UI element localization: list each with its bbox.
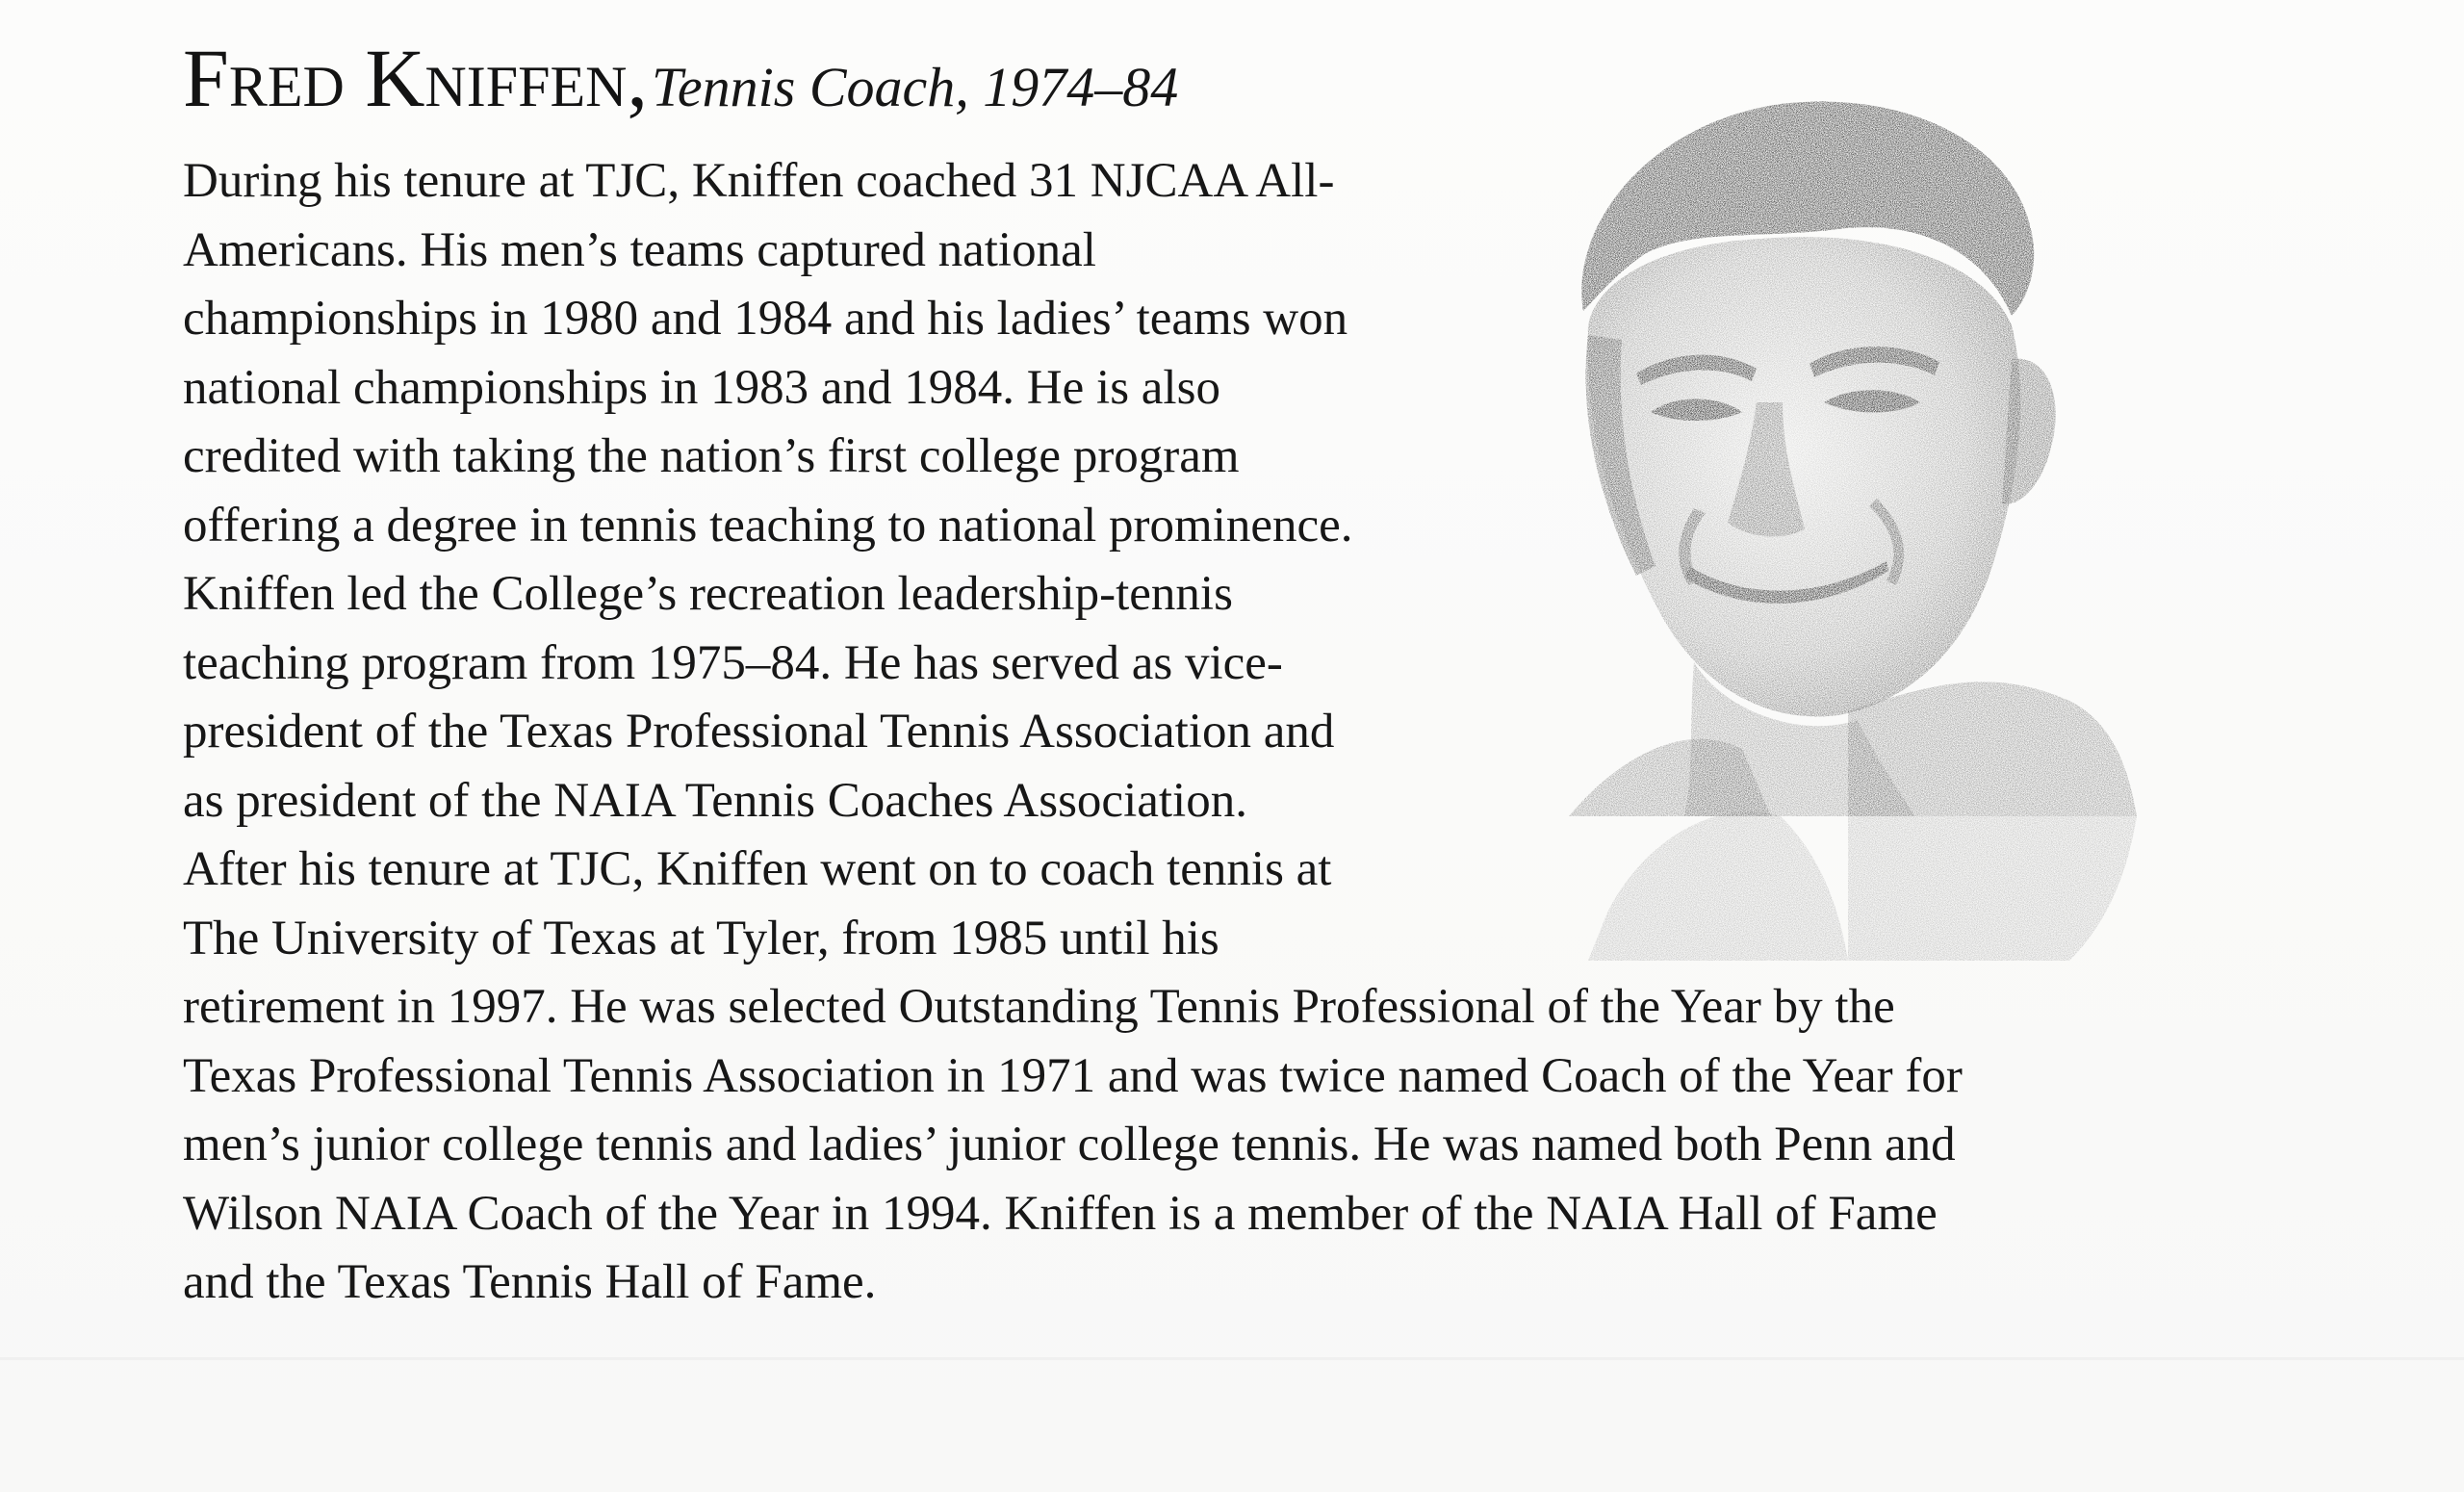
text-line: During his tenure at TJC, Kniffen coached 31 NJCAA All- xyxy=(183,154,1335,208)
person-name: Fred Kniffen, xyxy=(183,32,648,124)
text-line: offering a degree in tennis teaching to national prominence. xyxy=(183,498,1353,553)
text-line: Texas Professional Tennis Association in 1971 and was twice named Coach of the Year for xyxy=(183,1048,1963,1103)
text-line: retirement in 1997. He was selected Outstanding Tennis Professional of the Year by the xyxy=(183,980,1895,1034)
stipple-portrait-icon xyxy=(1530,85,2156,970)
text-line: and the Texas Tennis Hall of Fame. xyxy=(183,1255,877,1309)
text-line: men’s junior college tennis and ladies’ junior college tennis. He was named both Penn and xyxy=(183,1118,1956,1171)
text-line: The University of Texas at Tyler, from 1985 until his xyxy=(183,911,1219,965)
text-line: Wilson NAIA Coach of the Year in 1994. Kniffen is a member of the NAIA Hall of Fame xyxy=(183,1186,1938,1241)
text-line: championships in 1980 and 1984 and his ladies’ teams won xyxy=(183,292,1348,346)
text-line: credited with taking the nation’s first college program xyxy=(183,429,1240,483)
text-line: president of the Texas Professional Tennis Association and xyxy=(183,705,1335,759)
text-line: teaching program from 1975–84. He has served as vice- xyxy=(183,635,1283,690)
scan-artifact xyxy=(0,1357,2464,1360)
person-role: Tennis Coach, 1974–84 xyxy=(651,56,1179,118)
text-line: national championships in 1983 and 1984. He is also xyxy=(183,360,1220,415)
text-line: After his tenure at TJC, Kniffen went on to coach tennis at xyxy=(183,842,1332,896)
text-line: Americans. His men’s teams captured national xyxy=(183,222,1096,277)
biography-heading xyxy=(183,32,1179,124)
text-line: as president of the NAIA Tennis Coaches Association. xyxy=(183,773,1247,828)
text-line: Kniffen led the College’s recreation leadership-tennis xyxy=(183,567,1233,621)
